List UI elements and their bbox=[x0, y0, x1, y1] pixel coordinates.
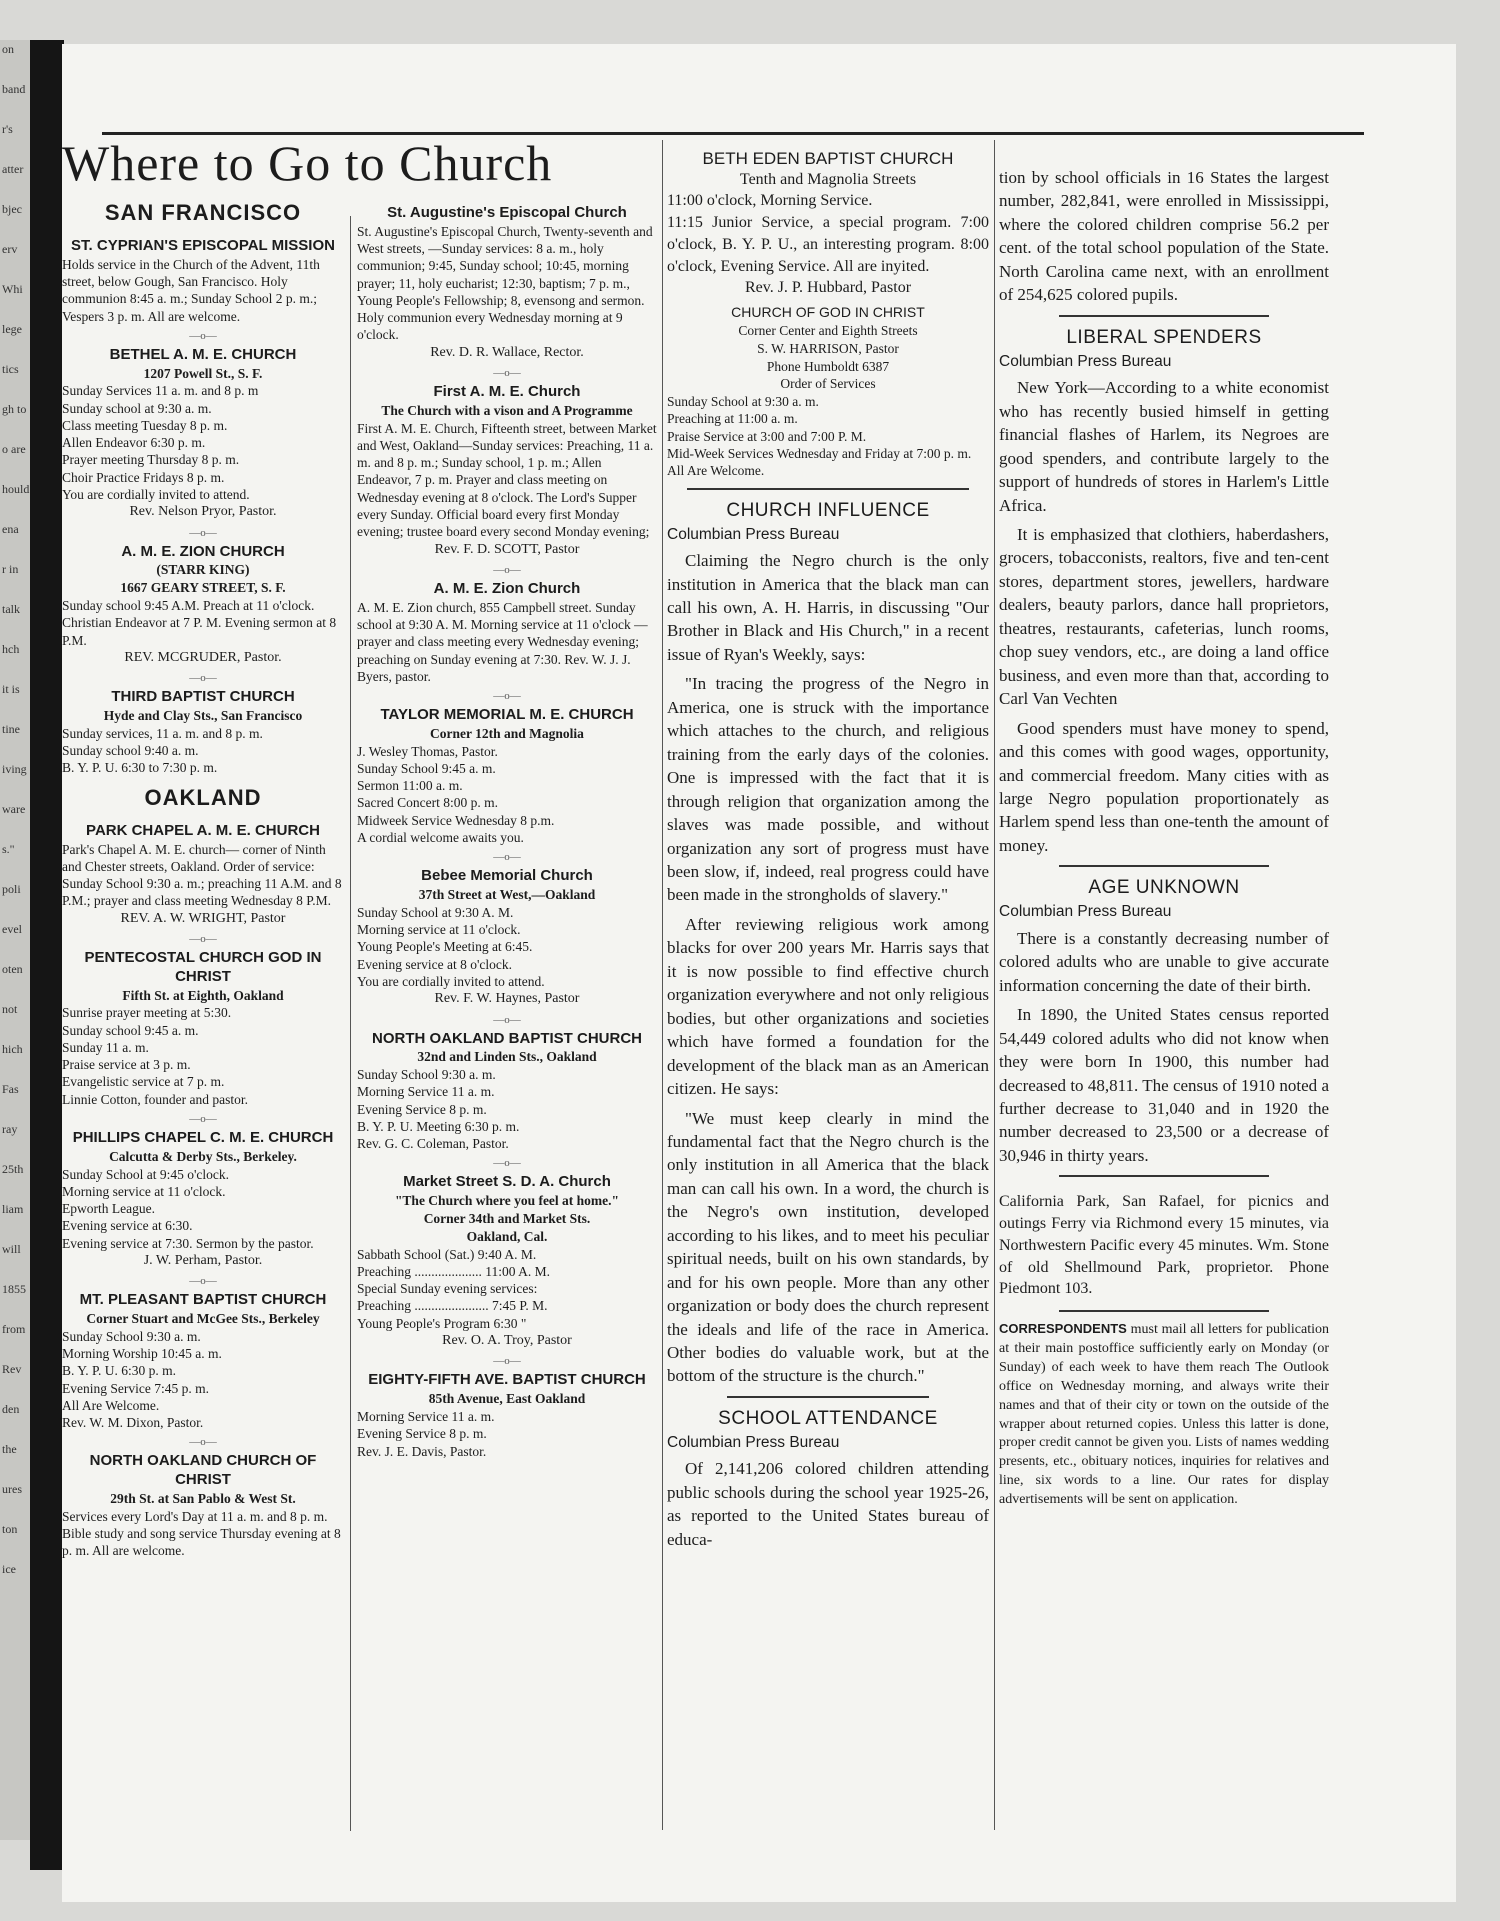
listing-pastor: Rev. F. W. Haynes, Pastor bbox=[434, 991, 580, 1007]
church-listing bbox=[357, 1030, 657, 1153]
listing-body: First A. M. E. Church, Fifteenth street, between Market and West, Oakland—Sunday services: Preaching, 11 a. m. and 8 p. m.; Sunday school, 1 p. m.; Allen Endeavor, 7 p. m. Prayer and class meeting on Wednesday evening at 8 o'clock. The Lord's Supper every Sunday. Official board every first Monday evening; trustee board every second Monday evening; bbox=[357, 420, 657, 540]
church-listing bbox=[62, 949, 344, 1108]
column-4 bbox=[999, 166, 1329, 1510]
margin-fragment: s." bbox=[2, 842, 15, 856]
listing-body: 11:00 o'clock, Morning Service. 11:15 Junior Service, a special program. 7:00 o'clock, B. Y. P. U., an interesting program. 8:00 o'clock, Evening Service. All are inyited. bbox=[667, 192, 989, 275]
article-paragraph: In 1890, the United States census reported 54,449 colored adults who did not know when they were born In 1900, this number had decreased to 48,811. The census of 1910 noted a further decrease to 31,040 and in 1920 the number decreased to 23,500 or a decrease of 30,946 in thirty years. bbox=[999, 1005, 1329, 1165]
church-listing bbox=[357, 706, 657, 846]
church-listing bbox=[357, 383, 657, 559]
section-rule bbox=[1059, 1175, 1269, 1177]
listing-pastor: Rev. Nelson Pryor, Pastor. bbox=[129, 504, 277, 520]
listing-pastor: Rev. D. R. Wallace, Rector. bbox=[430, 344, 584, 360]
margin-fragment: oten bbox=[2, 962, 23, 976]
listing-title: CHURCH OF GOD IN CHRIST bbox=[731, 304, 925, 321]
margin-fragment: poli bbox=[2, 882, 21, 896]
article-paragraph: Claiming the Negro church is the only institution in America that the black man can call his own, A. H. Harris, in discussing "Our Brother in Black and His Church," in a recent issue of Ryan's Weekly, says: bbox=[667, 551, 989, 664]
article-body bbox=[667, 549, 989, 1388]
column-3 bbox=[667, 148, 989, 1557]
margin-fragment: ures bbox=[2, 1482, 22, 1496]
listing-separator: —o— bbox=[493, 690, 521, 703]
article-continuation: tion by school officials in 16 States the largest number, 282,841, were enrolled in Mississippi, where the colored children comprise 56.2 per cent. of the total school population of the State. North Carolina came next, with an enrollment of 254,625 colored pupils. bbox=[999, 168, 1329, 305]
church-of-god-listing bbox=[667, 304, 989, 479]
listing-address: Tenth and Magnolia Streets bbox=[739, 171, 917, 189]
advertisement-california-park: California Park, San Rafael, for picnics and outings Ferry via Richmond every 15 minutes, via Northwestern Pacific every 45 minutes. Wm. Stone of old Shellmound Park, proprietor. Phone Piedmont 103. bbox=[999, 1193, 1329, 1298]
listing-address: 1207 Powell St., S. F. bbox=[143, 365, 263, 381]
church-listing bbox=[62, 688, 344, 776]
listing-body: Sunrise prayer meeting at 5:30. Sunday school 9:45 a. m. Sunday 11 a. m. Praise service at 3 p. m. Evangelistic service at 7 p. m. Linnie Cotton, founder and pastor. bbox=[62, 1005, 248, 1107]
listing-body: J. Wesley Thomas, Pastor. Sunday School 9:45 a. m. Sermon 11:00 a. m. Sacred Concert 8:00 p. m. Midweek Service Wednesday 8 p.m. A cordial welcome awaits you. bbox=[357, 743, 555, 845]
listing-separator: —o— bbox=[189, 1436, 217, 1449]
margin-fragment: tine bbox=[2, 722, 20, 736]
section-rule bbox=[1059, 1310, 1269, 1312]
listing-title: ST. CYPRIAN'S EPISCOPAL MISSION bbox=[71, 237, 335, 255]
listing-body: Sabbath School (Sat.) 9:40 A. M. Preaching .................... 11:00 A. M. Special Sunday evening services: Preaching ...................... 7:45 P. M. Young People's Program 6:30 " bbox=[357, 1246, 550, 1331]
margin-fragment: band bbox=[2, 82, 26, 96]
listing-separator: —o— bbox=[189, 1112, 217, 1125]
column-1 bbox=[62, 194, 344, 1566]
margin-fragment: talk bbox=[2, 602, 20, 616]
sf-church-listings bbox=[62, 237, 344, 777]
article-source: Columbian Press Bureau bbox=[999, 352, 1172, 370]
listing-pastor: REV. A. W. WRIGHT, Pastor bbox=[120, 910, 286, 926]
book-binding bbox=[30, 40, 64, 1870]
listing-title: NORTH OAKLAND CHURCH OF CHRIST bbox=[89, 1452, 317, 1489]
listing-title: BETH EDEN BAPTIST CHURCH bbox=[702, 149, 954, 168]
listing-separator: —o— bbox=[493, 563, 521, 576]
listing-title: THIRD BAPTIST CHURCH bbox=[111, 688, 295, 706]
margin-fragment: o are bbox=[2, 442, 26, 456]
margin-fragment: Rev bbox=[2, 1362, 22, 1376]
listing-title: MT. PLEASANT BAPTIST CHURCH bbox=[79, 1291, 327, 1309]
margin-fragment: lege bbox=[2, 322, 22, 336]
listing-separator: —o— bbox=[493, 367, 521, 380]
listing-address: The Church with a vison and A Programme bbox=[381, 402, 633, 418]
listing-separator: —o— bbox=[493, 851, 521, 864]
article-church-influence bbox=[667, 498, 989, 1388]
listing-title: Bebee Memorial Church bbox=[421, 867, 593, 885]
newspaper-page bbox=[62, 44, 1456, 1902]
listing-address: (STARR KING) 1667 GEARY STREET, S. F. bbox=[120, 562, 286, 596]
margin-fragment: ice bbox=[2, 1562, 16, 1576]
article-source: Columbian Press Bureau bbox=[667, 1434, 840, 1452]
margin-fragment: liam bbox=[2, 1202, 24, 1216]
city-heading-oakland: OAKLAND bbox=[144, 784, 262, 810]
notice-text: must mail all letters for publication at their main postoffice sufficiently early on Monday (or Sunday) of each week to have them reach The Outlook office on Wednesday morning, and always write their names and that of their city or town on the outside of the wrapper about returned copies. Unless this latter is done, proper credit cannot be given you. Lists of names wedding presents, etc., obituary notices, inquiries for relatives and line, six words to a line. Our rates for display advertisements will be sent on application. bbox=[999, 1322, 1330, 1508]
listing-body: Morning Service 11 a. m. Evening Service 8 p. m. Rev. J. E. Davis, Pastor. bbox=[357, 1409, 495, 1459]
margin-fragment: evel bbox=[2, 922, 22, 936]
listing-pastor: Rev. J. P. Hubbard, Pastor bbox=[744, 279, 912, 297]
listing-address: Calcutta & Derby Sts., Berkeley. bbox=[109, 1148, 297, 1164]
listing-body: Sunday school 9:45 A.M. Preach at 11 o'clock. Christian Endeavor at 7 P. M. Evening sermon at 8 P.M. bbox=[62, 598, 337, 648]
listing-title: Market Street S. D. A. Church bbox=[403, 1173, 611, 1191]
article-school-attendance bbox=[667, 1406, 989, 1551]
correspondents-notice bbox=[999, 1320, 1329, 1510]
listing-title: NORTH OAKLAND BAPTIST CHURCH bbox=[372, 1029, 642, 1047]
listing-pastor: Rev. O. A. Troy, Pastor bbox=[442, 1332, 572, 1348]
church-listing bbox=[357, 867, 657, 1008]
adjacent-page-margin bbox=[0, 40, 32, 1840]
listing-title: First A. M. E. Church bbox=[433, 383, 581, 401]
listing-address: 29th St. at San Pablo & West St. bbox=[110, 1490, 296, 1506]
margin-fragment: gh to bbox=[2, 402, 27, 416]
margin-fragment: hould bbox=[2, 482, 30, 496]
article-source: Columbian Press Bureau bbox=[999, 903, 1172, 921]
margin-fragment: tics bbox=[2, 362, 19, 376]
margin-fragment: atter bbox=[2, 162, 24, 176]
church-listing bbox=[62, 237, 344, 325]
listing-address: 37th Street at West,—Oakland bbox=[418, 886, 596, 902]
listing-separator: —o— bbox=[189, 1275, 217, 1288]
article-paragraph: There is a constantly decreasing number of colored adults who are unable to give accurate information concerning the date of their birth. bbox=[999, 928, 1329, 995]
listing-address: Corner 12th and Magnolia bbox=[430, 725, 584, 741]
listing-body: Holds service in the Church of the Advent, 11th street, below Gough, San Francisco. Holy communion 8:45 a. m.; Sunday School 2 p. m.; Vespers 3 p. m. All are welcome. bbox=[62, 256, 320, 324]
oakland-church-listings bbox=[62, 822, 344, 1560]
margin-fragment: it is bbox=[2, 682, 20, 696]
margin-fragment: erv bbox=[2, 242, 18, 256]
listing-address: 85th Avenue, East Oakland bbox=[428, 1391, 586, 1407]
church-listings-2 bbox=[357, 204, 657, 1460]
church-listing bbox=[357, 1371, 657, 1459]
city-heading-san-francisco: SAN FRANCISCO bbox=[104, 200, 302, 225]
listing-address: Corner Center and Eighth Streets S. W. HARRISON, Pastor Phone Humboldt 6387 Order of Services bbox=[738, 322, 918, 392]
column-2 bbox=[357, 204, 657, 1466]
article-paragraph: "In tracing the progress of the Negro in America, one is struck with the importance which attaches to the church, and religious training from the early days of the colonies. One is impressed with the fact that it is through religion that organization among the slaves was made possible, and without organization any sort of progress must have been slow, if, indeed, real progress could have been made in the strongholds of slavery." bbox=[667, 674, 989, 905]
church-listing bbox=[62, 1129, 344, 1270]
listing-body: Sunday School at 9:45 o'clock. Morning service at 11 o'clock. Epworth League. Evening service at 6:30. Evening service at 7:30. Sermon by the pastor. bbox=[62, 1166, 314, 1251]
margin-fragment: ena bbox=[2, 522, 19, 536]
article-liberal-spenders bbox=[999, 325, 1329, 858]
listing-pastor: REV. MCGRUDER, Pastor. bbox=[124, 649, 282, 665]
church-listing bbox=[62, 822, 344, 928]
article-paragraph: It is emphasized that clothiers, haberdashers, grocers, tobacconists, realtors, five and ten-cent stores, department stores, jewellers, hardware dealers, beauty parlors, dance hall proprietors, theatres, restaurants, cafeterias, lunch rooms, chop suey vendors, etc., are doing a land office business, and even more than that, according to Carl Van Vechten bbox=[999, 524, 1329, 709]
margin-fragment: not bbox=[2, 1002, 18, 1016]
article-title: LIBERAL SPENDERS bbox=[1066, 326, 1262, 348]
listing-separator: —o— bbox=[493, 1157, 521, 1170]
church-listing bbox=[62, 1452, 344, 1559]
listing-body: Sunday School at 9:30 A. M. Morning service at 11 o'clock. Young People's Meeting at 6:45. Evening service at 8 o'clock. You are cordially invited to attend. bbox=[357, 904, 545, 989]
section-rule bbox=[1059, 315, 1269, 317]
church-listing bbox=[357, 204, 657, 362]
listing-separator: —o— bbox=[189, 526, 217, 539]
article-paragraph: After reviewing religious work among blacks for over 200 years Mr. Harris says that it is now possible to find effective church organization everywhere and not only religious bodies, but other organizations and societies which have formed a foundation for the development of the black man as an American citizen. He says: bbox=[667, 914, 989, 1099]
listing-body: Sunday School 9:30 a. m. Morning Service 11 a. m. Evening Service 8 p. m. B. Y. P. U. Meeting 6:30 p. m. Rev. G. C. Coleman, Pastor. bbox=[357, 1067, 520, 1152]
listing-title: St. Augustine's Episcopal Church bbox=[387, 204, 627, 221]
margin-fragment: r's bbox=[2, 122, 13, 136]
margin-fragment: iving bbox=[2, 762, 27, 776]
listing-address: 32nd and Linden Sts., Oakland bbox=[417, 1049, 597, 1065]
margin-fragment: 25th bbox=[2, 1162, 24, 1176]
margin-fragment: den bbox=[2, 1402, 20, 1416]
margin-fragment: on bbox=[2, 42, 14, 56]
top-rule bbox=[102, 132, 1364, 135]
column-rule-3 bbox=[994, 140, 995, 1830]
article-body bbox=[999, 376, 1329, 857]
section-rule bbox=[1059, 865, 1269, 867]
article-paragraph: "We must keep clearly in mind the fundamental fact that the Negro church is the only institution in all America that the black man can call his own. In a word, the church is the Negro's own institution, developed according to his likes, and to meet his peculiar spiritual needs, built on his own standards, by and for his own people. More than any other organization or body does the church represent the ideals and life of the race in America. Other bodies do valuable work, but at the bottom of the structure is the church." bbox=[667, 1108, 989, 1386]
article-age-unknown bbox=[999, 875, 1329, 1167]
article-paragraph: Good spenders must have money to spend, and this comes with good wages, opportunity, and commercial freedom. Many cities with as large Negro population proportionately as Harlem spend less than one-tenth the amount of money. bbox=[999, 718, 1329, 855]
listing-body: Park's Chapel A. M. E. church— corner of Ninth and Chester streets, Oakland. Order of service: Sunday School 9:30 a. m.; preaching 11 A.M. and 8 P.M.; prayer and class meeting Wednesday 8 P.M. bbox=[62, 841, 342, 909]
margin-fragment: ton bbox=[2, 1522, 18, 1536]
listing-pastor: Rev. F. D. SCOTT, Pastor bbox=[434, 541, 580, 557]
listing-separator: —o— bbox=[189, 933, 217, 946]
page-headline: Where to Go to Church bbox=[62, 135, 553, 191]
listing-pastor: J. W. Perham, Pastor. bbox=[143, 1252, 263, 1268]
margin-fragment: r in bbox=[2, 562, 19, 576]
margin-fragment: ray bbox=[2, 1122, 18, 1136]
listing-separator: —o— bbox=[493, 1355, 521, 1368]
margin-fragment: hich bbox=[2, 1042, 23, 1056]
listing-address: Fifth St. at Eighth, Oakland bbox=[122, 987, 284, 1003]
article-body bbox=[667, 1457, 989, 1551]
margin-fragment: 1855 bbox=[2, 1282, 26, 1296]
listing-body: Services every Lord's Day at 11 a. m. and 8 p. m. Bible study and song service Thursday evening at 8 p. m. All are welcome. bbox=[62, 1508, 341, 1559]
listing-separator: —o— bbox=[189, 672, 217, 685]
church-listing bbox=[62, 346, 344, 522]
margin-fragment: the bbox=[2, 1442, 17, 1456]
margin-fragment: bjec bbox=[2, 202, 22, 216]
section-rule bbox=[687, 488, 969, 490]
section-rule bbox=[727, 1396, 929, 1398]
column-rule-1 bbox=[350, 216, 351, 1831]
beth-eden-listing bbox=[667, 148, 989, 298]
listing-title: BETHEL A. M. E. CHURCH bbox=[109, 345, 297, 363]
listing-body: Sunday services, 11 a. m. and 8 p. m. Sunday school 9:40 a. m. B. Y. P. U. 6:30 to 7:30 p. m. bbox=[62, 725, 263, 776]
article-paragraph: Of 2,141,206 colored children attending public schools during the school year 1925-26, as reported to the United States bureau of educa- bbox=[667, 1459, 989, 1549]
church-listing bbox=[62, 1291, 344, 1431]
listing-body: Sunday School 9:30 a. m. Morning Worship 10:45 a. m. B. Y. P. U. 6:30 p. m. Evening Service 7:45 p. m. All Are Welcome. Rev. W. M. Dixon, Pastor. bbox=[62, 1328, 222, 1431]
margin-fragment: will bbox=[2, 1242, 21, 1256]
listing-title: A. M. E. Zion Church bbox=[433, 579, 581, 597]
listing-title: PENTECOSTAL CHURCH GOD IN CHRIST bbox=[84, 949, 322, 985]
article-source: Columbian Press Bureau bbox=[667, 525, 840, 543]
listing-title: PHILLIPS CHAPEL C. M. E. CHURCH bbox=[72, 1128, 334, 1146]
listing-title: EIGHTY-FIFTH AVE. BAPTIST CHURCH bbox=[368, 1371, 646, 1389]
listing-body: A. M. E. Zion church, 855 Campbell street. Sunday school at 9:30 A. M. Morning service at 11 o'clock —prayer and class meeting every Wednesday evening; preaching on Sunday evening at 7:30. Rev. W. J. J. Byers, pastor. bbox=[357, 599, 648, 684]
article-body bbox=[999, 927, 1329, 1168]
article-title: AGE UNKNOWN bbox=[1088, 877, 1240, 899]
listing-address: Corner Stuart and McGee Sts., Berkeley bbox=[86, 1311, 320, 1327]
margin-fragment: ware bbox=[2, 802, 26, 816]
margin-fragment: from bbox=[2, 1322, 26, 1336]
article-title: SCHOOL ATTENDANCE bbox=[718, 1407, 938, 1429]
church-listing bbox=[357, 580, 657, 685]
column-rule-2 bbox=[662, 140, 663, 1830]
article-title: CHURCH INFLUENCE bbox=[726, 499, 930, 521]
notice-label: CORRESPONDENTS bbox=[999, 1321, 1127, 1337]
church-listing bbox=[62, 543, 344, 668]
listing-address: "The Church where you feel at home." Corner 34th and Market Sts. Oakland, Cal. bbox=[394, 1193, 620, 1244]
listing-body: St. Augustine's Episcopal Church, Twenty-seventh and West streets, —Sunday services: 8 a. m., holy communion; 9:45, Sunday school; 10:45, morning prayer; 11, holy eucharist; 12:30, baptism; 7 p. m., Young People's Fellowship; 8, evensong and sermon. Holy communion every Wednesday morning at 9 o'clock. bbox=[357, 223, 653, 343]
listing-address: Hyde and Clay Sts., San Francisco bbox=[103, 708, 303, 724]
listing-separator: —o— bbox=[493, 1013, 521, 1026]
listing-title: PARK CHAPEL A. M. E. CHURCH bbox=[86, 821, 320, 839]
listing-title: TAYLOR MEMORIAL M. E. CHURCH bbox=[380, 706, 634, 724]
listing-body: Sunday School at 9:30 a. m. Preaching at 11:00 a. m. Praise Service at 3:00 and 7:00 P. M. Mid-Week Services Wednesday and Friday at 7:00 p. m. All Are Welcome. bbox=[667, 394, 972, 479]
listing-separator: —o— bbox=[189, 329, 217, 342]
margin-fragment: hch bbox=[2, 642, 20, 656]
margin-fragment: Fas bbox=[2, 1082, 19, 1096]
listing-title: A. M. E. ZION CHURCH bbox=[121, 542, 285, 560]
article-paragraph: New York—According to a white economist who has recently busied himself in getting financial flashes of Harlem, its Negroes are good spenders, and contribute largely to the support of hundreds of stores in Harlem's Little Africa. bbox=[999, 378, 1329, 515]
article-school-continued bbox=[999, 166, 1329, 307]
church-listing bbox=[357, 1173, 657, 1350]
margin-fragment: Whi bbox=[2, 282, 23, 296]
listing-body: Sunday Services 11 a. m. and 8 p. m Sunday school at 9:30 a. m. Class meeting Tuesday 8 p. m. Allen Endeavor 6:30 p. m. Prayer meeting Thursday 8 p. m. Choir Practice Fridays 8 p. m. You are cordially invited to attend. bbox=[62, 383, 259, 502]
